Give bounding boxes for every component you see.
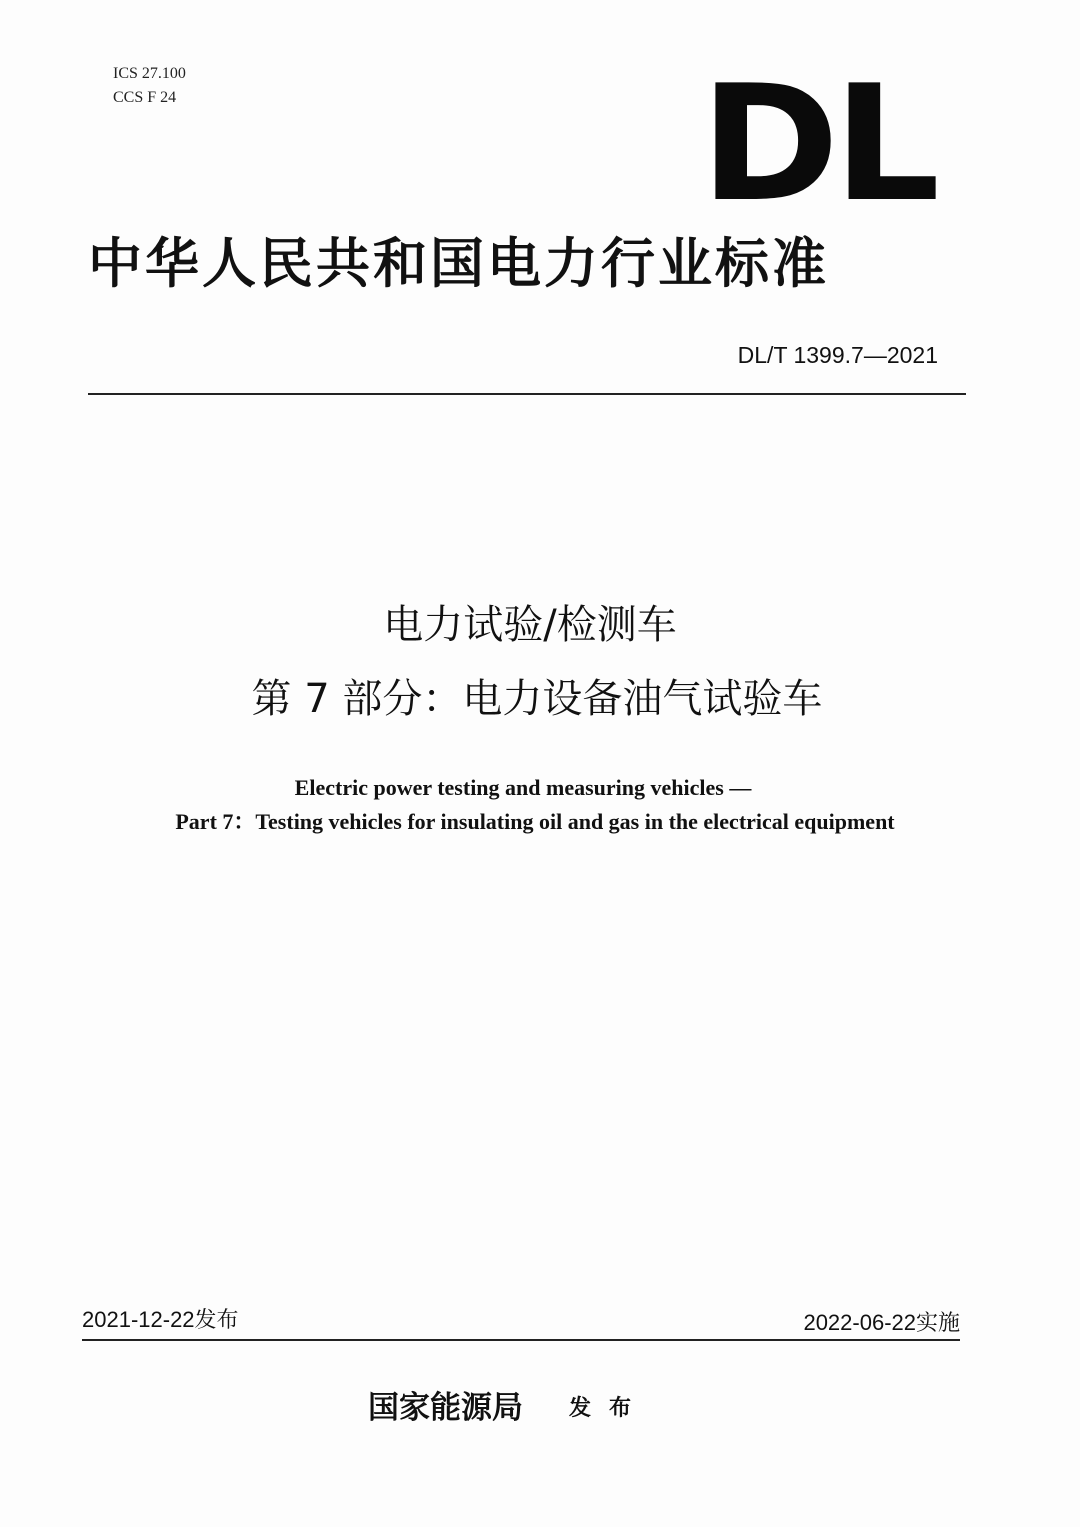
dl-logo: DL [700,50,934,237]
standard-number: DL/T 1399.7—2021 [737,342,938,368]
title-en-line2: Part 7：Testing vehicles for insulating oil and gas in the electrical equipment [175,809,895,834]
implementation-date: 2022-06-22实施 [803,1310,960,1335]
bottom-divider [82,1339,960,1341]
publisher-line [368,1386,649,1430]
issue-date: 2021-12-22发布 [82,1307,239,1332]
top-divider [88,393,966,395]
publish-verb: 发布 [569,1395,650,1421]
industry-standard-title: 中华人民共和国电力行业标准 [88,231,829,295]
title-cn-line2: 第 7 部分：电力设备油气试验车 [251,676,823,722]
title-en-line1: Electric power testing and measuring vehicles — [294,775,752,800]
ics-code: ICS 27.100 [113,65,186,82]
classification-codes [113,62,186,110]
ccs-code: CCS F 24 [113,89,177,106]
publisher-name: 国家能源局 [368,1390,523,1426]
title-cn-line1: 电力试验/检测车 [383,602,677,648]
